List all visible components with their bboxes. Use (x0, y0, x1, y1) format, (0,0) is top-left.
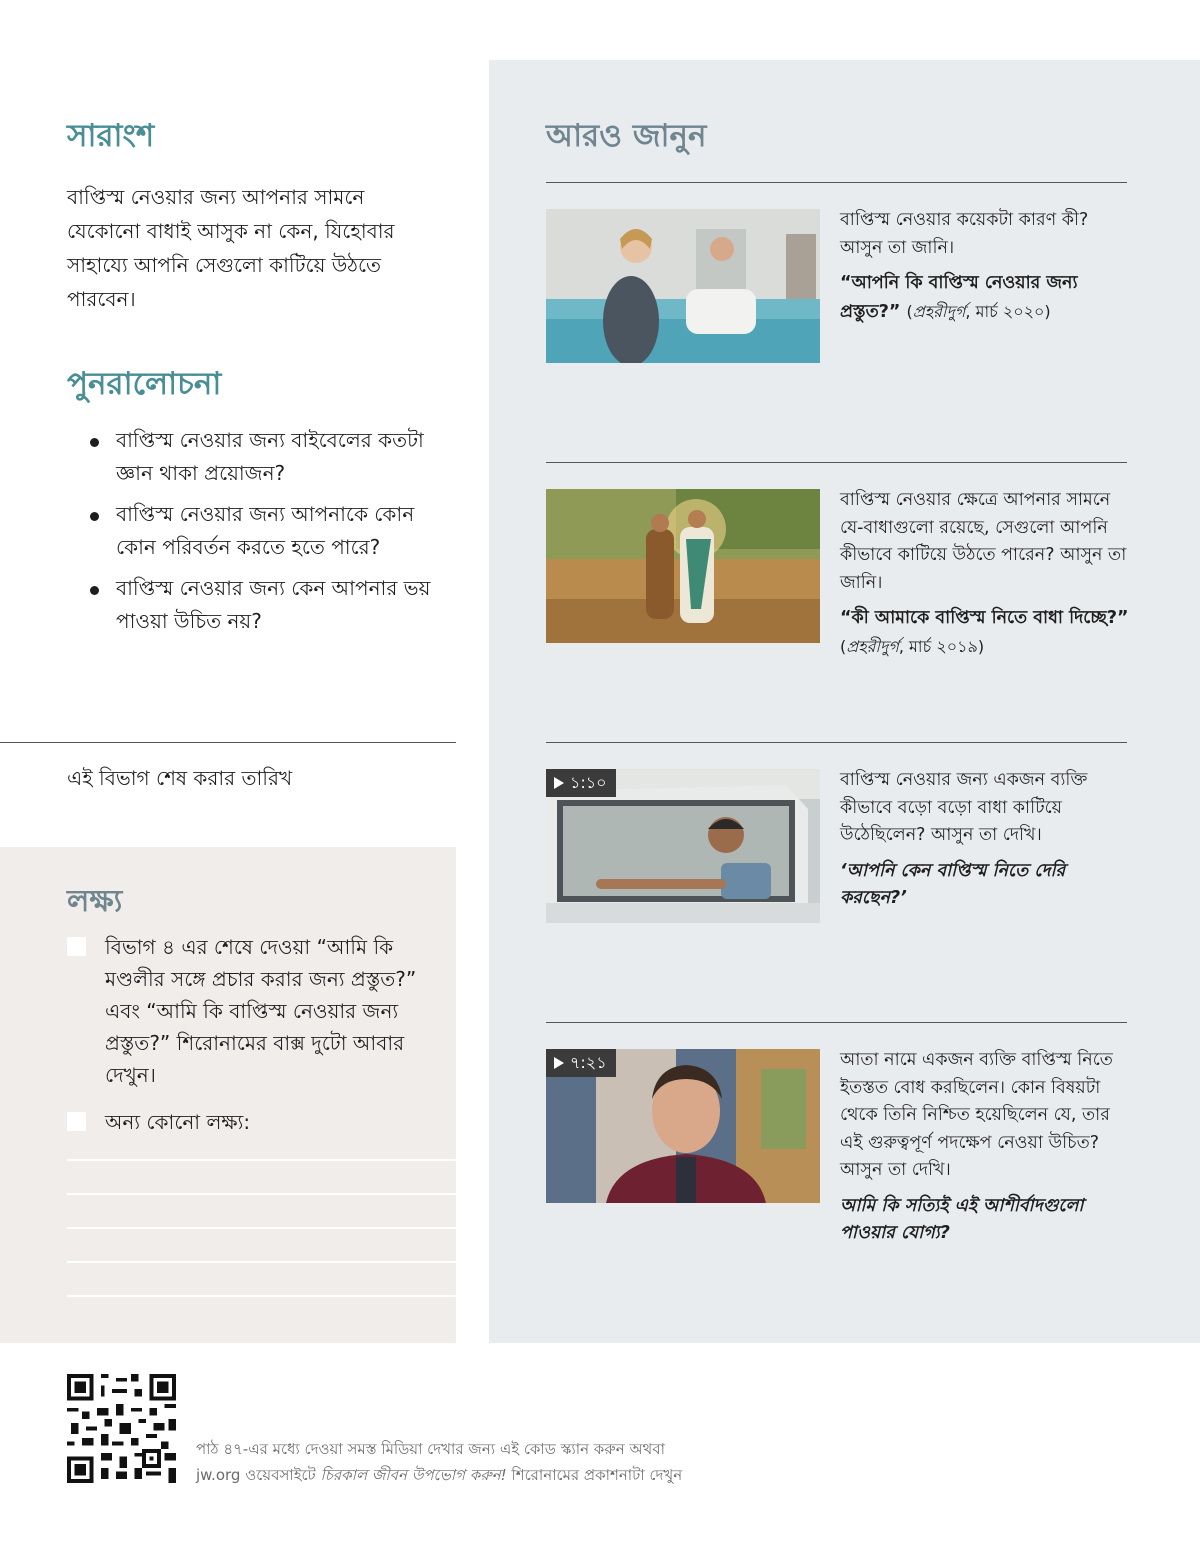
item-description: বাপ্তিস্ম নেওয়ার কয়েকটা কারণ কী? আসুন তা জানি। (840, 210, 1089, 258)
writing-line[interactable] (67, 1227, 456, 1229)
bullet-icon (90, 512, 99, 521)
writing-line[interactable] (67, 1159, 456, 1161)
footer-note: পাঠ ৪৭-এর মধ্যে দেওয়া সমস্ত মিডিয়া দেখার জন্য এই কোড স্ক্যান করুন অথবা jw.org ওয়েবসাইটে চিরকাল জীবন উপভোগ করুন! শিরোনামের প্রকাশনাটা দেখুন (196, 1440, 683, 1484)
goal-checkbox[interactable] (67, 1112, 86, 1131)
item-description: বাপ্তিস্ম নেওয়ার ক্ষেত্রে আপনার সামনে যে-বাধাগুলো রয়েছে, সেগুলো আপনি কীভাবে কাটিয়ে উঠতে পারেন? আসুন তা জানি। (840, 490, 1127, 593)
goal-item: অন্য কোনো লক্ষ্য: (67, 1106, 427, 1138)
article-link[interactable]: “কী আমাকে বাপ্তিস্ম নিতে বাধা দিচ্ছে?” (প্রহরীদুর্গ, মার্চ ২০১৯) (840, 608, 1129, 656)
summary-text: বাপ্তিস্ম নেওয়ার জন্য আপনার সামনে যেকোনো বাধাই আসুক না কেন, যিহোবার সাহায্যে আপনি সেগুলো কাটিয়ে উঠতে পারবেন। (67, 185, 395, 311)
writing-line[interactable] (67, 1295, 456, 1297)
video-duration-badge: ৭:২১ (546, 1049, 616, 1077)
learn-more-item (840, 1047, 1130, 1248)
writing-line[interactable] (67, 1193, 456, 1195)
bullet-icon (90, 586, 99, 595)
divider (0, 742, 456, 743)
divider (546, 742, 1127, 743)
writing-line[interactable] (67, 1261, 456, 1263)
review-item: বাপ্তিস্ম নেওয়ার জন্য বাইবেলের কতটা জ্ঞান থাকা প্রয়োজন? (90, 424, 450, 490)
learn-more-item (840, 207, 1130, 326)
learn-more-item (840, 767, 1130, 913)
video-link[interactable]: আমি কি সত্যিই এই আশীর্বাদগুলো পাওয়ার যোগ্য? (840, 1195, 1084, 1243)
article-thumbnail-painting[interactable] (546, 489, 820, 643)
video-link[interactable]: ‘আপনি কেন বাপ্তিস্ম নিতে দেরি করছেন?’ (840, 860, 1066, 908)
play-icon (554, 777, 564, 789)
divider (546, 462, 1127, 463)
review-item: বাপ্তিস্ম নেওয়ার জন্য কেন আপনার ভয় পাওয়া উচিত নয়? (90, 572, 450, 638)
video-thumbnail-interview[interactable] (546, 1049, 820, 1203)
bullet-icon (90, 438, 99, 447)
item-description: বাপ্তিস্ম নেওয়ার জন্য একজন ব্যক্তি কীভাবে বড়ো বড়ো বাধা কাটিয়ে উঠেছিলেন? আসুন তা দেখি। (840, 770, 1088, 845)
divider (546, 182, 1127, 183)
goals-heading: লক্ষ্য (67, 884, 123, 919)
qr-code[interactable] (67, 1374, 176, 1483)
learn-more-heading: আরও জানুন (546, 118, 707, 154)
review-item: বাপ্তিস্ম নেওয়ার জন্য আপনাকে কোন কোন পরিবর্তন করতে হতে পারে? (90, 498, 450, 564)
goal-item: বিভাগ ৪ এর শেষে দেওয়া “আমি কি মণ্ডলীর সঙ্গে প্রচার করার জন্য প্রস্তুত?” এবং “আমি কি বাপ্তিস্ম নেওয়ার জন্য প্রস্তুত?” শিরোনামের বাক্স দুটো আবার দেখুন। (67, 931, 427, 1091)
source-citation: (প্রহরীদুর্গ, মার্চ ২০১৯) (840, 636, 985, 656)
play-icon (554, 1057, 564, 1069)
learn-more-item (840, 487, 1130, 661)
review-heading: পুনরালোচনা (67, 366, 222, 402)
pool-image (546, 209, 820, 363)
source-citation: (প্রহরীদুর্গ, মার্চ ২০২০) (906, 301, 1051, 321)
item-description: আতা নামে একজন ব্যক্তি বাপ্তিস্ম নিতে ইতস্তত বোধ করছিলেন। কোন বিষয়টা থেকে তিনি নিশ্চিত হয়েছিলেন যে, তার এই গুরুত্বপূর্ণ পদক্ষেপ নেওয়া উচিত? আসুন তা দেখি। (840, 1050, 1113, 1180)
article-thumbnail-baptism-pool[interactable] (546, 209, 820, 363)
painting-image (546, 489, 820, 643)
summary-heading: সারাংশ (67, 118, 155, 154)
divider (546, 1022, 1127, 1023)
video-duration-badge: ১:১০ (546, 769, 616, 797)
review-list (90, 424, 450, 646)
goal-checkbox[interactable] (67, 937, 86, 956)
publication-title: চিরকাল জীবন উপভোগ করুন! (320, 1466, 507, 1484)
video-thumbnail-driver[interactable] (546, 769, 820, 923)
completion-date-label: এই বিভাগ শেষ করার তারিখ (67, 766, 293, 790)
article-link[interactable]: “আপনি কি বাপ্তিস্ম নেওয়ার জন্য প্রস্তুত?” (প্রহরীদুর্গ, মার্চ ২০২০) (840, 273, 1078, 322)
